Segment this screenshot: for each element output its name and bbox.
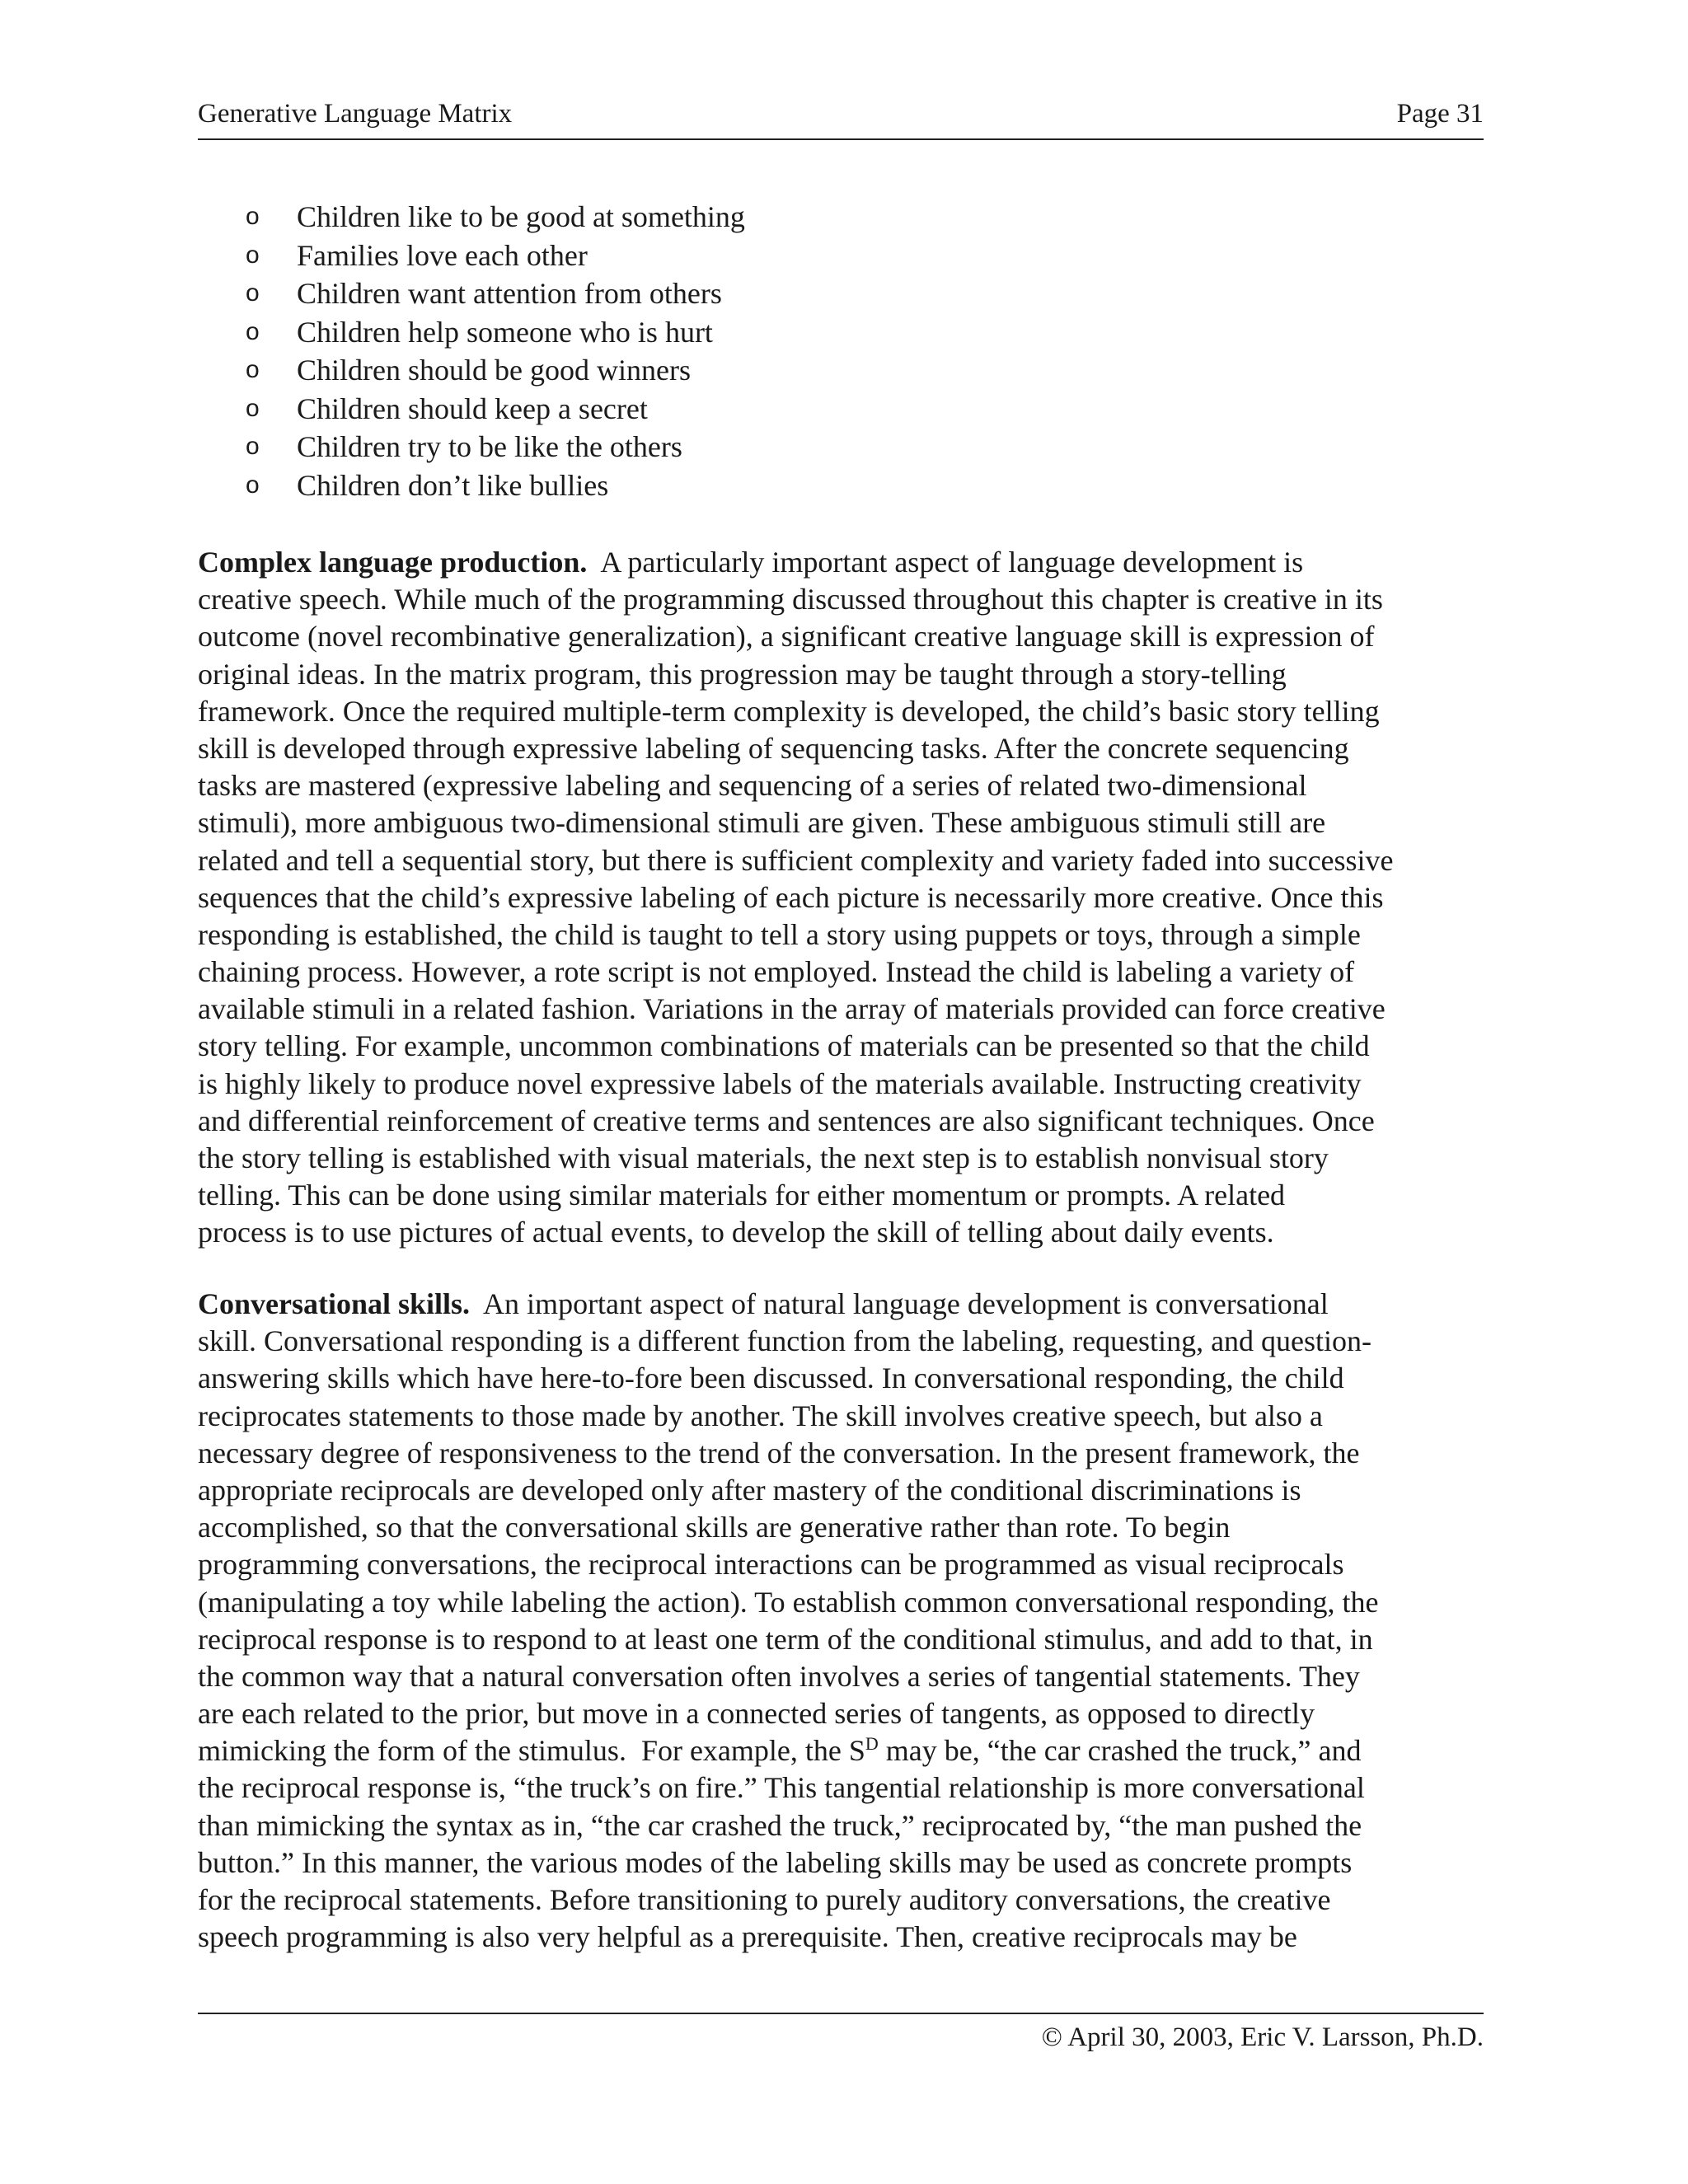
- page-header: [198, 97, 1484, 140]
- bullet-marker-icon: o: [246, 433, 260, 460]
- list-item: o Children want attention from others: [198, 274, 1484, 313]
- list-item: o Children try to be like the others: [198, 428, 1484, 466]
- section-heading: Conversational skills.: [198, 1287, 471, 1320]
- paragraph-line: framework. Once the required multiple-term complexity is developed, the child’s basic story telling: [198, 694, 1380, 728]
- paragraph-line: responding is established, the child is taught to tell a story using puppets or toys, through a simple: [198, 917, 1361, 951]
- list-item: o Children help someone who is hurt: [198, 313, 1484, 352]
- paragraph-line: and differential reinforcement of creative terms and sentences are also significant techniques. Once: [198, 1104, 1375, 1137]
- paragraph-line: process is to use pictures of actual events, to develop the skill of telling about daily events.: [198, 1216, 1274, 1249]
- paragraph-line: are each related to the prior, but move in a connected series of tangents, as opposed to directly: [198, 1697, 1315, 1731]
- bullet-marker-icon: o: [246, 317, 260, 345]
- section-heading: Complex language production.: [198, 546, 588, 579]
- paragraph-line: for the reciprocal statements. Before transitioning to purely auditory conversations, the creative: [198, 1883, 1331, 1916]
- paragraph-line: accomplished, so that the conversational skills are generative rather than rote. To begin: [198, 1511, 1231, 1544]
- page-footer: [198, 2013, 1484, 2064]
- paragraph-complex-language: [198, 544, 1484, 1252]
- bullet-marker-icon: o: [246, 394, 260, 422]
- paragraph-line: Complex language production. A particularly important aspect of language development is: [198, 546, 1304, 579]
- paragraph-line: Conversational skills. An important aspect of natural language development is conversational: [198, 1287, 1329, 1320]
- paragraph-line: speech programming is also very helpful as a prerequisite. Then, creative reciprocals may be: [198, 1920, 1297, 1954]
- paragraph-line: than mimicking the syntax as in, “the car crashed the truck,” reciprocated by, “the man pushed the: [198, 1808, 1362, 1842]
- paragraph-line: creative speech. While much of the programming discussed throughout this chapter is creative in its: [198, 583, 1383, 616]
- paragraph-line: stimuli), more ambiguous two-dimensional stimuli are given. These ambiguous stimuli still are: [198, 806, 1326, 840]
- paragraph-line: reciprocates statements to those made by another. The skill involves creative speech, but also a: [198, 1399, 1323, 1432]
- paragraph-conversational-skills: [198, 1286, 1484, 1956]
- paragraph-line: mimicking the form of the stimulus. For example, the $S^D$ may be, “the car crashed the truck,” and: [198, 1733, 1362, 1768]
- paragraph-line: reciprocal response is to respond to at least one term of the conditional stimulus, and add to that, in: [198, 1622, 1373, 1656]
- paragraph-line: is highly likely to produce novel expressive labels of the materials available. Instructing creativity: [198, 1066, 1362, 1100]
- bullet-marker-icon: o: [246, 356, 260, 383]
- paragraph-line: original ideas. In the matrix program, this progression may be taught through a story-telling: [198, 657, 1287, 691]
- list-item: o Children like to be good at something: [198, 198, 1484, 237]
- paragraph-line: the common way that a natural conversation often involves a series of tangential statements. They: [198, 1659, 1360, 1693]
- paragraph-line: telling. This can be done using similar materials for either momentum or prompts. A related: [198, 1179, 1286, 1212]
- bullet-marker-icon: o: [246, 471, 260, 499]
- list-item: o Families love each other: [198, 237, 1484, 275]
- copyright-notice: © April 30, 2003, Eric V. Larsson, Ph.D.: [1041, 2022, 1484, 2052]
- document-page: [198, 0, 1484, 2184]
- document-title: Generative Language Matrix: [198, 99, 513, 129]
- paragraph-line: necessary degree of responsiveness to the trend of the conversation. In the present framework, the: [198, 1436, 1360, 1469]
- paragraph-line: related and tell a sequential story, but there is sufficient complexity and variety faded into successive: [198, 843, 1394, 877]
- bullet-marker-icon: o: [246, 203, 260, 230]
- bullet-marker-icon: o: [246, 241, 260, 269]
- paragraph-line: answering skills which have here-to-fore been discussed. In conversational responding, the child: [198, 1361, 1344, 1395]
- paragraph-line: the story telling is established with visual materials, the next step is to establish nonvisual story: [198, 1141, 1329, 1174]
- paragraph-line: chaining process. However, a rote script is not employed. Instead the child is labeling a variety of: [198, 955, 1355, 989]
- paragraph-line: tasks are mastered (expressive labeling and sequencing of a series of related two-dimensional: [198, 769, 1307, 803]
- superscript-d: D: [865, 1733, 879, 1755]
- page-number: Page 31: [1396, 99, 1484, 129]
- bullet-list: [198, 198, 1484, 504]
- paragraph-line: story telling. For example, uncommon combinations of materials can be presented so that the child: [198, 1029, 1370, 1063]
- paragraph-line: button.” In this manner, the various modes of the labeling skills may be used as concrete prompts: [198, 1845, 1353, 1879]
- paragraph-line: available stimuli in a related fashion. Variations in the array of materials provided can force creative: [198, 992, 1386, 1026]
- bullet-marker-icon: o: [246, 279, 260, 307]
- paragraph-line: appropriate reciprocals are developed only after mastery of the conditional discriminations is: [198, 1473, 1301, 1507]
- paragraph-line: programming conversations, the reciprocal interactions can be programmed as visual reciprocals: [198, 1548, 1344, 1582]
- paragraph-line: sequences that the child’s expressive labeling of each picture is necessarily more creative. Once this: [198, 880, 1384, 914]
- list-item: o Children should keep a secret: [198, 390, 1484, 429]
- list-item: o Children should be good winners: [198, 351, 1484, 390]
- paragraph-line: skill. Conversational responding is a different function from the labeling, requesting, and question-: [198, 1324, 1372, 1358]
- paragraph-line: the reciprocal response is, “the truck’s on fire.” This tangential relationship is more conversational: [198, 1771, 1365, 1805]
- paragraph-line: skill is developed through expressive labeling of sequencing tasks. After the concrete sequencing: [198, 731, 1349, 765]
- list-item: o Children don’t like bullies: [198, 466, 1484, 505]
- paragraph-line: (manipulating a toy while labeling the action). To establish common conversational responding, the: [198, 1585, 1379, 1619]
- paragraph-line: outcome (novel recombinative generalization), a significant creative language skill is expression of: [198, 620, 1375, 654]
